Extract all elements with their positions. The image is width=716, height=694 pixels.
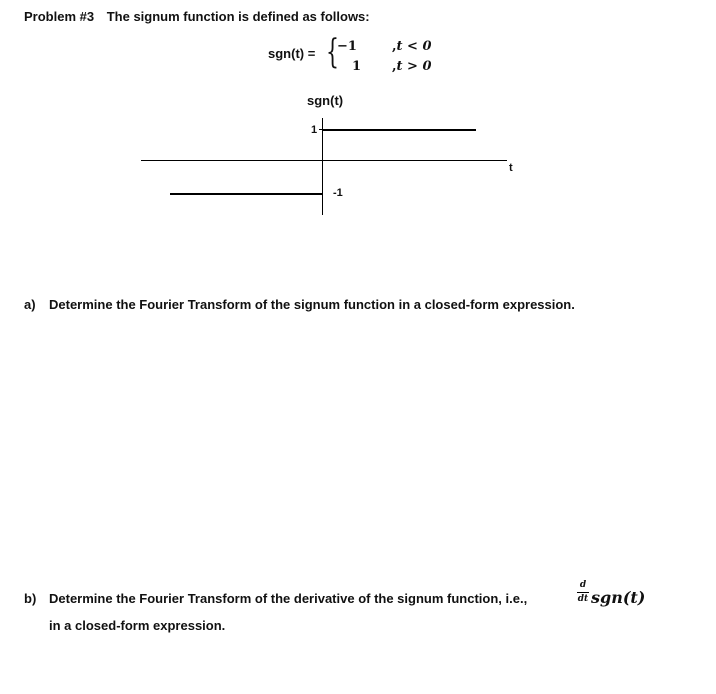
tick-label-negative-one: -1 <box>333 187 343 199</box>
question-a-label: a) <box>24 297 36 312</box>
series-positive-segment <box>323 129 476 131</box>
x-axis-label: t <box>509 162 513 174</box>
question-a <box>24 297 575 312</box>
definition-value-positive: 1 <box>352 59 362 74</box>
definition-condition-positive <box>392 59 432 74</box>
condition-negative-comma: , <box>392 39 397 54</box>
question-b <box>24 591 527 606</box>
definition-condition-negative <box>392 39 432 54</box>
x-axis-line <box>141 160 507 161</box>
derivative-denominator: dt <box>577 594 589 604</box>
signum-expression: sgn(t) <box>591 588 646 607</box>
definition-lhs: sgn(t) = <box>268 46 316 61</box>
question-b-text: Determine the Fourier Transform of the derivative of the signum function, i.e., <box>49 591 528 606</box>
derivative-operator <box>577 580 589 605</box>
problem-statement: The signum function is defined as follows: <box>106 9 370 24</box>
problem-heading <box>24 9 370 24</box>
tick-label-positive-one: 1 <box>311 124 318 136</box>
question-b-continuation: in a closed-form expression. <box>49 618 226 633</box>
question-a-text: Determine the Fourier Transform of the signum function in a closed-form expression. <box>49 297 575 312</box>
brace-symbol: { <box>326 32 339 72</box>
condition-positive-comma: , <box>392 59 397 74</box>
condition-negative-text: t < 0 <box>396 39 432 54</box>
series-negative-segment <box>170 193 322 195</box>
derivative-numerator: d <box>579 580 587 590</box>
fraction-bar <box>577 592 589 593</box>
plot-title: sgn(t) <box>307 93 344 108</box>
question-b-label: b) <box>24 591 37 606</box>
y-axis-line <box>322 118 323 215</box>
problem-label: Problem #3 <box>24 9 95 24</box>
condition-positive-text: t > 0 <box>396 59 432 74</box>
definition-value-negative: −1 <box>337 39 357 54</box>
